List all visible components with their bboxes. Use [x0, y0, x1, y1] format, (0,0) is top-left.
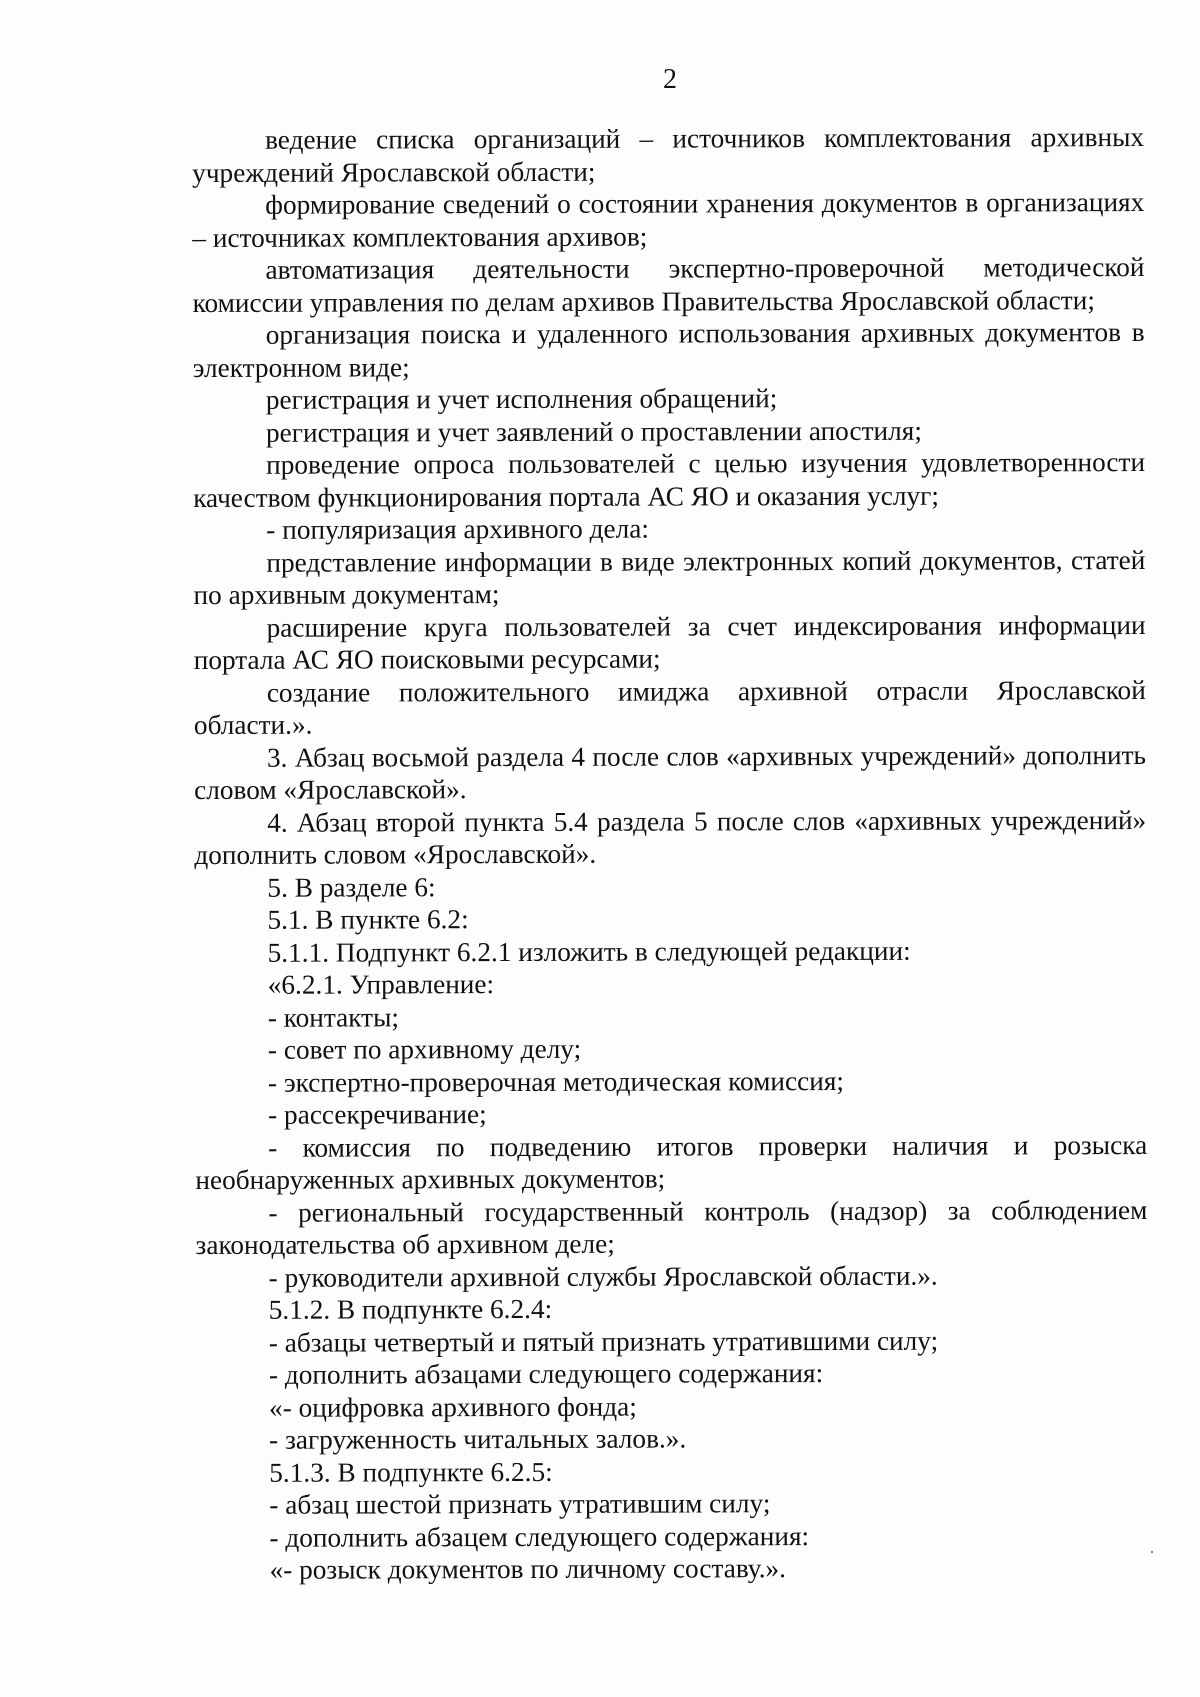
paragraph: 4. Абзац второй пункта 5.4 раздела 5 после слов «архивных учреждений» дополнить словом «Ярославской». — [194, 804, 1147, 870]
paragraph: создание положительного имиджа архивной отрасли Ярославской области.». — [193, 674, 1146, 740]
scan-speck — [1151, 1551, 1153, 1553]
paragraph: «- оцифровка архивного фонда; — [268, 1391, 637, 1423]
paragraph: - экспертно-проверочная методическая комиссия; — [267, 1065, 845, 1098]
paragraph: регистрация и учет исполнения обращений; — [265, 383, 778, 415]
paragraph: - дополнить абзацем следующего содержания: — [269, 1520, 810, 1553]
paragraph: расширение круга пользователей за счет индексирования информации портала АС ЯО поисковыми ресурсами; — [193, 609, 1146, 675]
document-body — [192, 121, 1149, 1586]
paragraph: - совет по архивному делу; — [267, 1033, 582, 1065]
paragraph: организация поиска и удаленного использования архивных документов в электронном виде; — [192, 317, 1145, 383]
paragraph: проведение опроса пользователей с целью изучения удовлетворенности качеством функционирования портала АС ЯО и оказания услуг; — [193, 447, 1146, 513]
paragraph: - абзацы четвертый и пятый признать утратившими силу; — [268, 1325, 939, 1358]
paragraph: - абзац шестой признать утратившим силу; — [269, 1488, 771, 1520]
paragraph: 5. В разделе 6: — [267, 871, 436, 903]
paragraph: - руководители архивной службы Ярославской области.». — [268, 1260, 938, 1293]
paragraph: 5.1.3. В подпункте 6.2.5: — [269, 1456, 553, 1488]
paragraph: - комиссия по подведению итогов проверки наличия и розыска необнаруженных архивных документов; — [195, 1129, 1148, 1195]
paragraph: формирование сведений о состоянии хранения документов в организациях – источниках комплектования архивов; — [192, 187, 1145, 253]
paragraph: - дополнить абзацами следующего содержания: — [268, 1358, 824, 1390]
paragraph: 5.1.1. Подпункт 6.2.1 изложить в следующей редакции: — [267, 935, 911, 968]
paragraph: автоматизация деятельности экспертно-проверочной методической комиссии управления по делам архивов Правительства Ярославской области; — [192, 252, 1145, 318]
paragraph: регистрация и учет заявлений о проставлении апостиля; — [265, 415, 922, 448]
paragraph: - рассекречивание; — [268, 1099, 487, 1130]
paragraph: «6.2.1. Управление: — [267, 969, 495, 1000]
paragraph: 5.1. В пункте 6.2: — [267, 904, 469, 935]
paragraph: 3. Абзац восьмой раздела 4 после слов «архивных учреждений» дополнить словом «Ярославской». — [194, 739, 1147, 805]
paragraph: «- розыск документов по личному составу.». — [269, 1553, 787, 1585]
paragraph: - популяризация архивного дела: — [266, 513, 649, 545]
paragraph: - региональный государственный контроль (надзор) за соблюдением законодательства об архивном деле; — [195, 1194, 1148, 1260]
paragraph: ведение списка организаций – источников комплектования архивных учреждений Ярославской области; — [192, 122, 1145, 188]
paragraph: 5.1.2. В подпункте 6.2.4: — [268, 1293, 553, 1325]
paragraph: представление информации в виде электронных копий документов, статей по архивным документам; — [193, 544, 1146, 610]
paragraph: - загруженность читальных залов.». — [269, 1423, 687, 1455]
paragraph: - контакты; — [267, 1001, 400, 1033]
page-number: 2 — [663, 64, 677, 95]
